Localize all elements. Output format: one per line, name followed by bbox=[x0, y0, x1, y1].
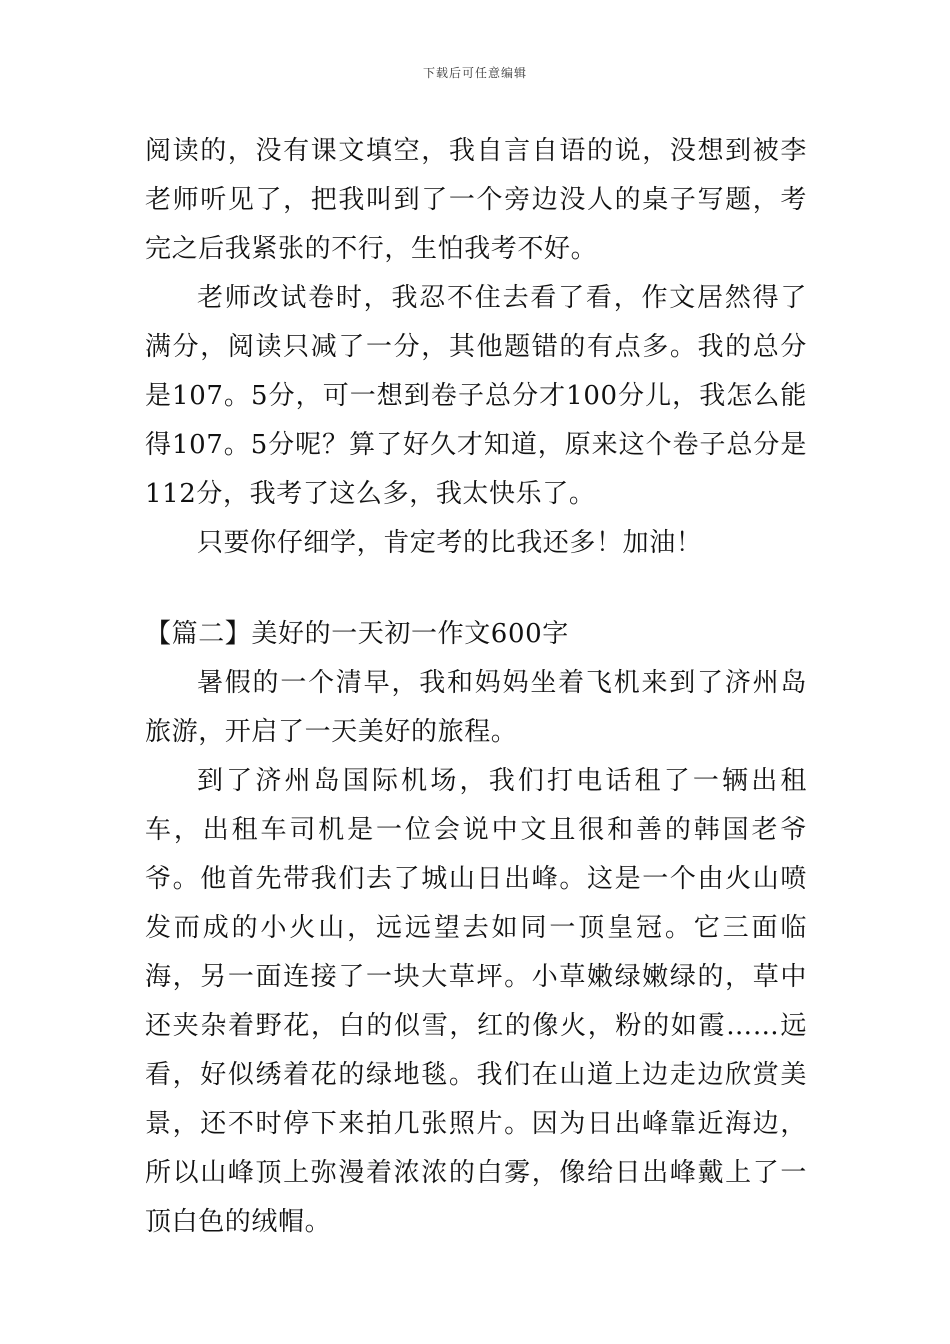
paragraph-exam-score: 老师改试卷时，我忍不住去看了看，作文居然得了满分，阅读只减了一分，其他题错的有点多。我的总分是107。5分，可一想到卷子总分才100分儿，我怎么能得107。5分呢？算了好久才知道，原来这个卷子总分是112分，我考了这么多，我太快乐了。 bbox=[145, 283, 807, 509]
page-header: 下载后可任意编辑 bbox=[422, 66, 527, 80]
paragraph-encouragement: 只要你仔细学，肯定考的比我还多！加油！ bbox=[197, 528, 703, 558]
section-title: 【篇二】美好的一天初一作文600字 bbox=[145, 619, 569, 649]
document-body bbox=[145, 127, 807, 1247]
paragraph-continuation: 阅读的，没有课文填空，我自言自语的说，没想到被李老师听见了，把我叫到了一个旁边没人的桌子写题，考完之后我紧张的不行，生怕我考不好。 bbox=[145, 136, 807, 264]
paragraph-trip-body: 到了济州岛国际机场，我们打电话租了一辆出租车，出租车司机是一位会说中文且很和善的韩国老爷爷。他首先带我们去了城山日出峰。这是一个由火山喷发而成的小火山，远远望去如同一顶皇冠。它三面临海，另一面连接了一块大草坪。小草嫩绿嫩绿的，草中还夹杂着野花，白的似雪，红的像火，粉的如霞……远看，好似绣着花的绿地毯。我们在山道上边走边欣赏美景，还不时停下来拍几张照片。因为日出峰靠近海边，所以山峰顶上弥漫着浓浓的白雾，像给日出峰戴上了一顶白色的绒帽。 bbox=[145, 766, 807, 1237]
paragraph-trip-intro: 暑假的一个清早，我和妈妈坐着飞机来到了济州岛旅游，开启了一天美好的旅程。 bbox=[145, 668, 807, 747]
